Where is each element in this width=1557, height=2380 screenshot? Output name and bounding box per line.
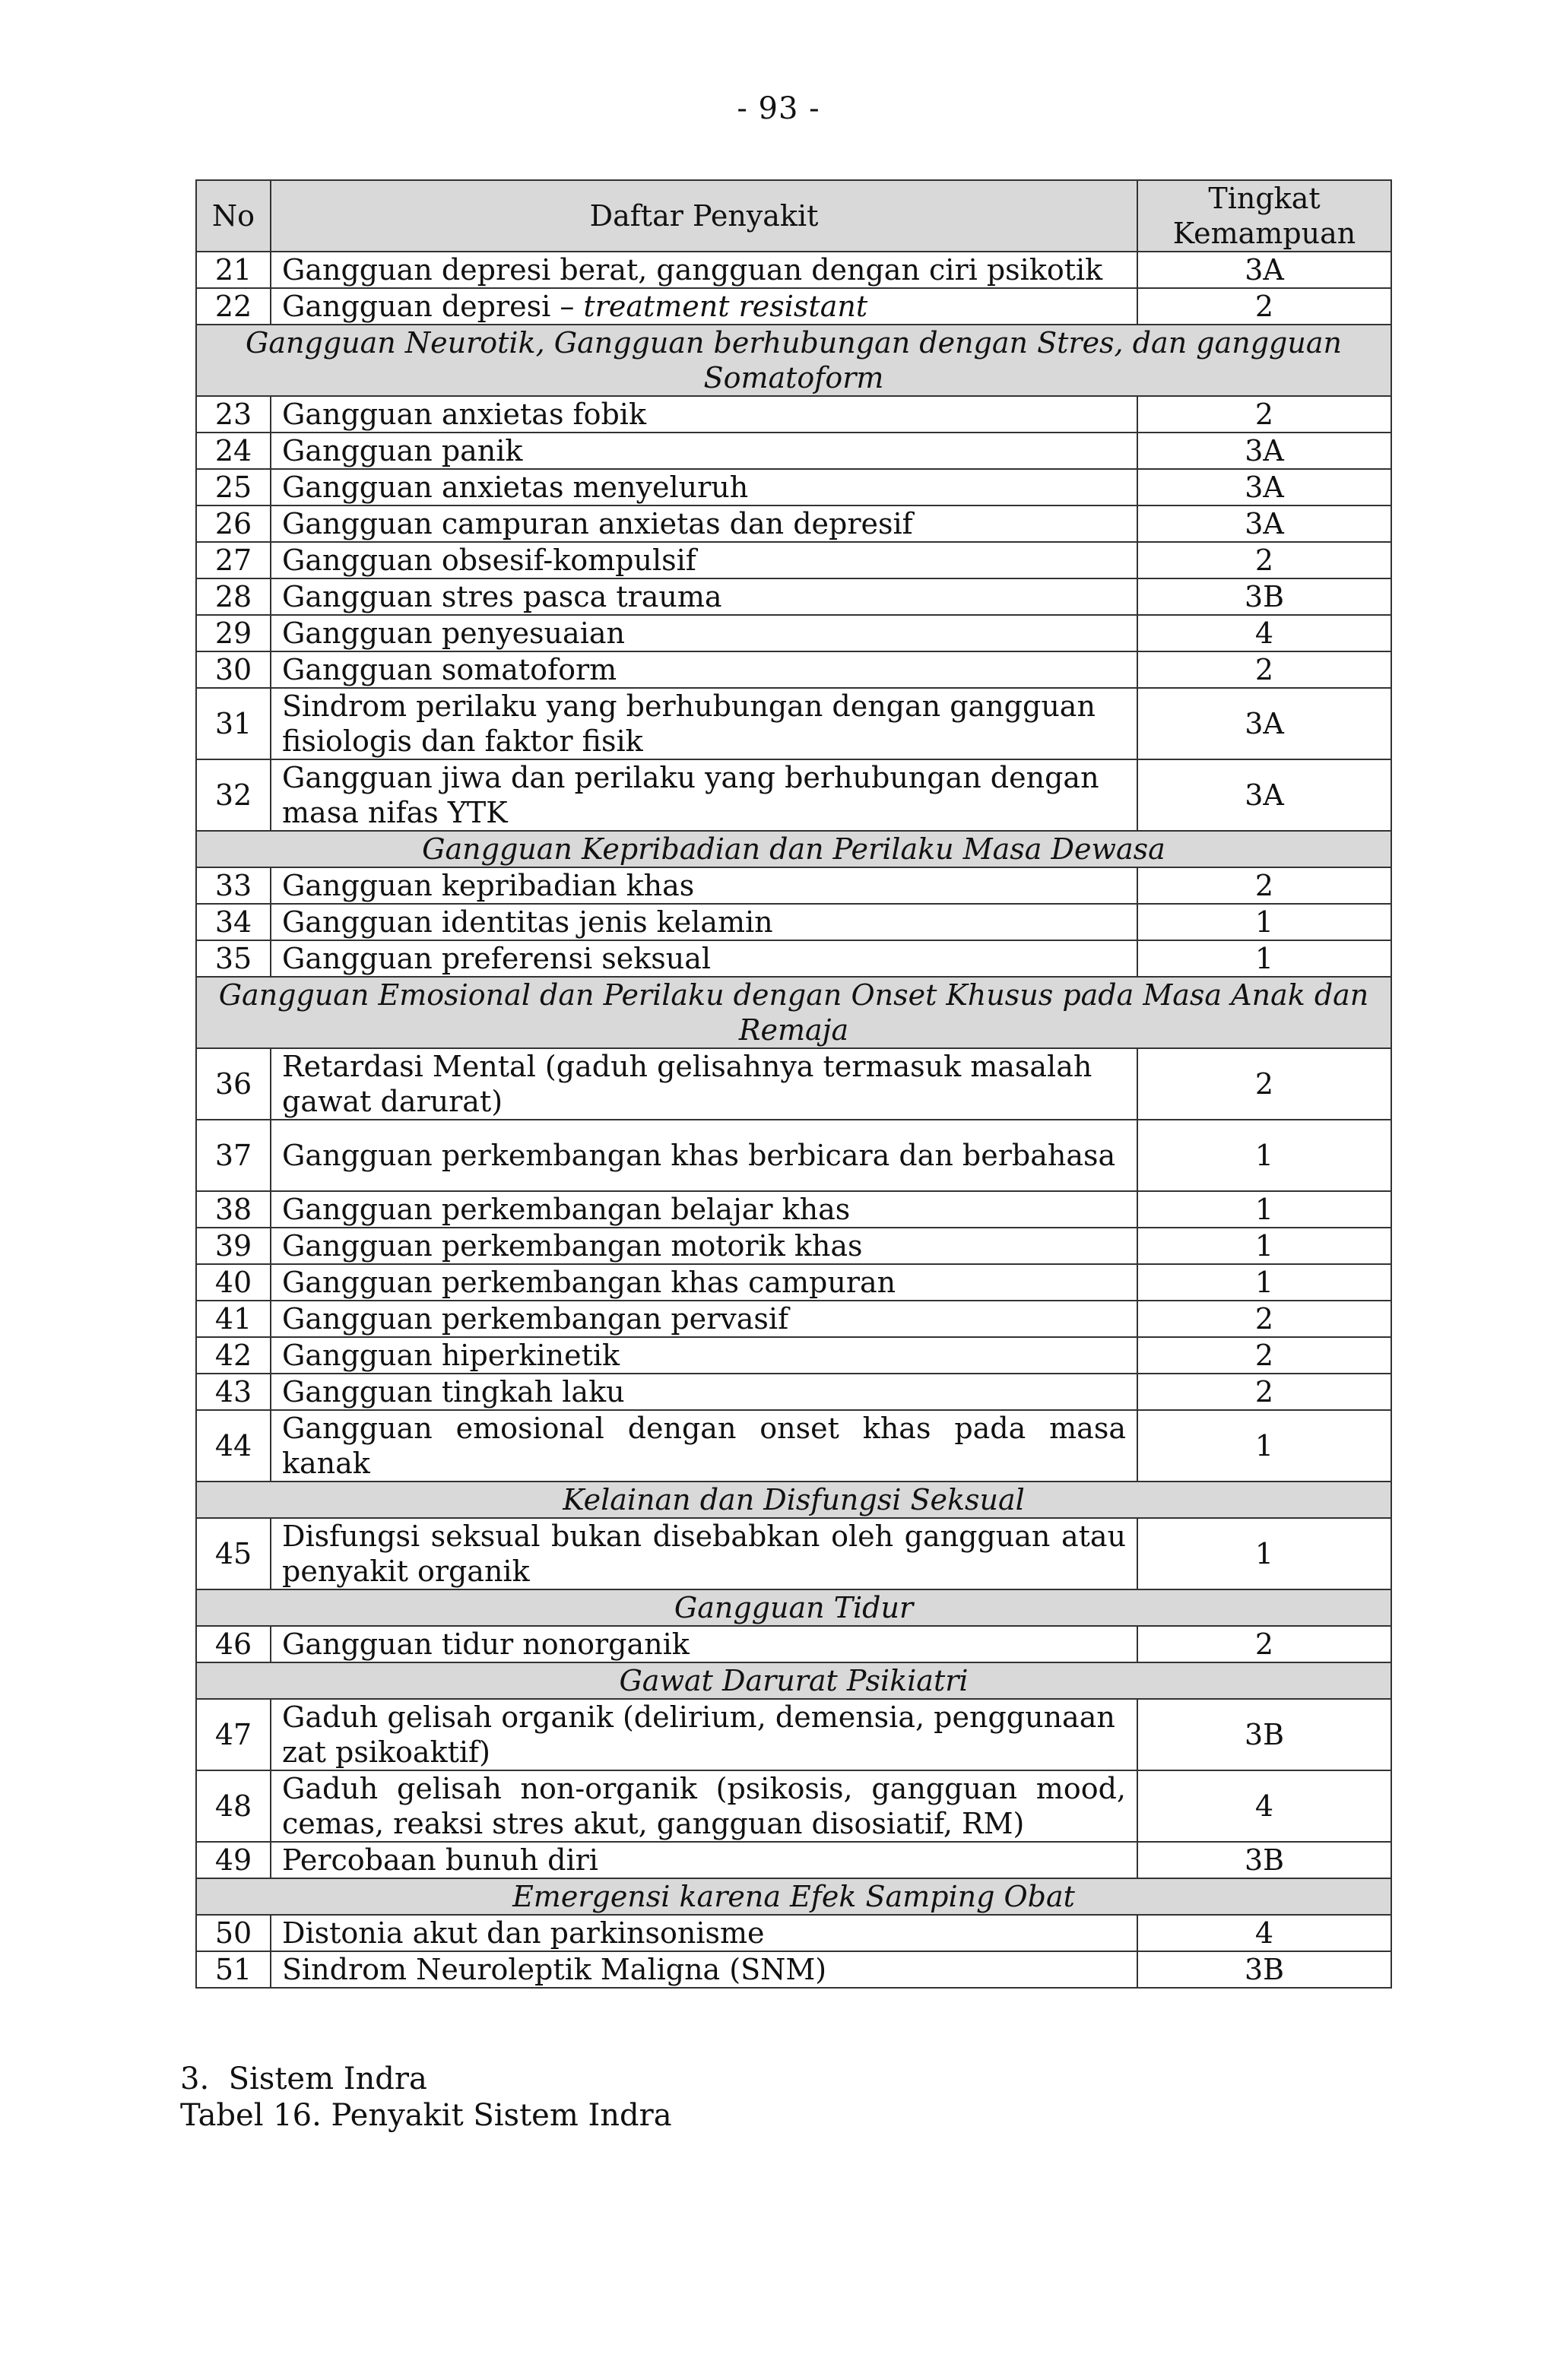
disease-name xyxy=(271,433,1137,469)
row-number: 33 xyxy=(196,867,271,904)
section-title: Emergensi karena Efek Samping Obat xyxy=(196,1878,1391,1915)
row-number: 26 xyxy=(196,505,271,542)
section-row xyxy=(196,1482,1391,1518)
table-row xyxy=(196,1191,1391,1228)
competency-level: 2 xyxy=(1137,396,1391,433)
disease-name-text: Gangguan hiperkinetik xyxy=(282,1339,620,1372)
table-row xyxy=(196,1374,1391,1410)
row-number: 43 xyxy=(196,1374,271,1410)
table-row xyxy=(196,615,1391,651)
disease-name xyxy=(271,1301,1137,1337)
header-level: Tingkat Kemampuan xyxy=(1137,180,1391,252)
competency-level: 1 xyxy=(1137,940,1391,977)
section-row xyxy=(196,1878,1391,1915)
row-number: 30 xyxy=(196,651,271,688)
disease-name xyxy=(271,1264,1137,1301)
section-row xyxy=(196,325,1391,396)
table-row xyxy=(196,1301,1391,1337)
competency-level: 1 xyxy=(1137,1191,1391,1228)
disease-name-text: Gangguan depresi – xyxy=(282,290,584,323)
disease-name-text: Gaduh gelisah organik (delirium, demensia, penggunaan zat psikoaktif) xyxy=(282,1700,1115,1769)
disease-name-text: Gangguan stres pasca trauma xyxy=(282,580,722,613)
disease-name-text: Retardasi Mental (gaduh gelisahnya termasuk masalah gawat darurat) xyxy=(282,1050,1092,1118)
disease-name-text: Gangguan tidur nonorganik xyxy=(282,1627,690,1661)
competency-level: 1 xyxy=(1137,904,1391,940)
competency-level: 1 xyxy=(1137,1228,1391,1264)
competency-level: 2 xyxy=(1137,1301,1391,1337)
table-row xyxy=(196,1337,1391,1374)
section-title: Gangguan Neurotik, Gangguan berhubungan dengan Stres, dan gangguan Somatoform xyxy=(196,325,1391,396)
disease-name-text: Gangguan emosional dengan onset khas pada masa kanak xyxy=(282,1412,1126,1480)
disease-name xyxy=(271,1120,1137,1191)
row-number: 40 xyxy=(196,1264,271,1301)
competency-level: 3A xyxy=(1137,759,1391,831)
disease-name xyxy=(271,578,1137,615)
table-header-row xyxy=(196,180,1391,252)
row-number: 25 xyxy=(196,469,271,505)
table-body xyxy=(196,252,1391,1988)
table-row xyxy=(196,469,1391,505)
competency-level: 2 xyxy=(1137,867,1391,904)
disease-name-text: Gangguan perkembangan khas berbicara dan berbahasa xyxy=(282,1139,1116,1172)
disease-name-italic: treatment resistant xyxy=(583,290,868,323)
disease-name xyxy=(271,867,1137,904)
disease-name-text: Gangguan perkembangan pervasif xyxy=(282,1302,789,1336)
page-number: - 93 - xyxy=(737,91,820,126)
disease-name xyxy=(271,1626,1137,1662)
competency-level: 1 xyxy=(1137,1518,1391,1589)
disease-name-text: Gangguan jiwa dan perilaku yang berhubungan dengan masa nifas YTK xyxy=(282,761,1099,829)
disease-name-text: Distonia akut dan parkinsonisme xyxy=(282,1916,765,1950)
disease-name xyxy=(271,1842,1137,1878)
section-title: Kelainan dan Disfungsi Seksual xyxy=(196,1482,1391,1518)
table-row xyxy=(196,688,1391,759)
disease-name-text: Disfungsi seksual bukan disebabkan oleh gangguan atau penyakit organik xyxy=(282,1520,1126,1588)
table-row xyxy=(196,1410,1391,1482)
competency-level: 3A xyxy=(1137,505,1391,542)
table-row xyxy=(196,1951,1391,1988)
competency-level: 4 xyxy=(1137,615,1391,651)
competency-level: 3A xyxy=(1137,252,1391,288)
section-title: Gangguan Emosional dan Perilaku dengan Onset Khusus pada Masa Anak dan Remaja xyxy=(196,977,1391,1048)
competency-level: 3B xyxy=(1137,1951,1391,1988)
section-heading: 3. Sistem Indra xyxy=(180,2062,427,2096)
disease-name xyxy=(271,1915,1137,1951)
row-number: 34 xyxy=(196,904,271,940)
disease-name-text: Gangguan somatoform xyxy=(282,653,617,686)
disease-name-text: Gangguan preferensi seksual xyxy=(282,942,712,975)
competency-level: 3A xyxy=(1137,688,1391,759)
row-number: 22 xyxy=(196,288,271,325)
row-number: 46 xyxy=(196,1626,271,1662)
table-row xyxy=(196,1842,1391,1878)
table-row xyxy=(196,904,1391,940)
disease-name xyxy=(271,252,1137,288)
disease-name xyxy=(271,651,1137,688)
disease-name xyxy=(271,469,1137,505)
disease-name xyxy=(271,542,1137,578)
row-number: 50 xyxy=(196,1915,271,1951)
row-number: 48 xyxy=(196,1770,271,1842)
disease-name xyxy=(271,1048,1137,1120)
disease-name-text: Gangguan perkembangan motorik khas xyxy=(282,1229,863,1263)
table-row xyxy=(196,1048,1391,1120)
disease-name-text: Gangguan campuran anxietas dan depresif xyxy=(282,507,913,540)
competency-level: 3A xyxy=(1137,433,1391,469)
table-row xyxy=(196,505,1391,542)
competency-level: 1 xyxy=(1137,1264,1391,1301)
competency-level: 2 xyxy=(1137,1374,1391,1410)
disease-name-text: Gangguan penyesuaian xyxy=(282,616,625,650)
row-number: 47 xyxy=(196,1699,271,1770)
disease-name xyxy=(271,1374,1137,1410)
disease-name-text: Gangguan panik xyxy=(282,434,523,467)
disease-name-text: Sindrom Neuroleptik Maligna (SNM) xyxy=(282,1953,827,1986)
disease-name-text: Gangguan kepribadian khas xyxy=(282,869,695,902)
disease-name-text: Gangguan anxietas fobik xyxy=(282,398,646,431)
row-number: 31 xyxy=(196,688,271,759)
section-row xyxy=(196,1589,1391,1626)
competency-level: 3B xyxy=(1137,1699,1391,1770)
table-caption: Tabel 16. Penyakit Sistem Indra xyxy=(180,2098,672,2133)
disease-name xyxy=(271,1518,1137,1589)
row-number: 42 xyxy=(196,1337,271,1374)
table-row xyxy=(196,1120,1391,1191)
disease-name xyxy=(271,940,1137,977)
disease-name-text: Gangguan anxietas menyeluruh xyxy=(282,471,749,504)
row-number: 41 xyxy=(196,1301,271,1337)
table-row xyxy=(196,651,1391,688)
table-row xyxy=(196,1626,1391,1662)
table-row xyxy=(196,1915,1391,1951)
row-number: 32 xyxy=(196,759,271,831)
table-row xyxy=(196,1518,1391,1589)
competency-level: 2 xyxy=(1137,1048,1391,1120)
competency-level: 1 xyxy=(1137,1410,1391,1482)
row-number: 44 xyxy=(196,1410,271,1482)
disease-name-text: Gangguan perkembangan khas campuran xyxy=(282,1266,896,1299)
row-number: 35 xyxy=(196,940,271,977)
table-row xyxy=(196,1699,1391,1770)
disease-name xyxy=(271,1410,1137,1482)
competency-level: 3B xyxy=(1137,578,1391,615)
disease-name xyxy=(271,1191,1137,1228)
table-row xyxy=(196,578,1391,615)
competency-level: 2 xyxy=(1137,542,1391,578)
disease-name-text: Gangguan depresi berat, gangguan dengan ciri psikotik xyxy=(282,253,1103,287)
section-row xyxy=(196,831,1391,867)
competency-level: 2 xyxy=(1137,651,1391,688)
row-number: 45 xyxy=(196,1518,271,1589)
disease-name xyxy=(271,688,1137,759)
disease-name xyxy=(271,615,1137,651)
competency-level: 3B xyxy=(1137,1842,1391,1878)
section-title: Gawat Darurat Psikiatri xyxy=(196,1662,1391,1699)
section-title: Gangguan Kepribadian dan Perilaku Masa Dewasa xyxy=(196,831,1391,867)
disease-name xyxy=(271,904,1137,940)
row-number: 29 xyxy=(196,615,271,651)
competency-level: 3A xyxy=(1137,469,1391,505)
header-disease-list: Daftar Penyakit xyxy=(271,180,1137,252)
disease-name-text: Sindrom perilaku yang berhubungan dengan gangguan fisiologis dan faktor fisik xyxy=(282,689,1096,758)
competency-level: 1 xyxy=(1137,1120,1391,1191)
table-row xyxy=(196,867,1391,904)
table-row xyxy=(196,940,1391,977)
table-row xyxy=(196,288,1391,325)
row-number: 36 xyxy=(196,1048,271,1120)
table-row xyxy=(196,1264,1391,1301)
disease-name xyxy=(271,505,1137,542)
row-number: 27 xyxy=(196,542,271,578)
competency-level: 4 xyxy=(1137,1915,1391,1951)
disease-name xyxy=(271,1770,1137,1842)
disease-name-text: Percobaan bunuh diri xyxy=(282,1843,598,1877)
competency-level: 2 xyxy=(1137,1337,1391,1374)
row-number: 38 xyxy=(196,1191,271,1228)
disease-name-text: Gangguan obsesif-kompulsif xyxy=(282,544,696,577)
competency-level: 4 xyxy=(1137,1770,1391,1842)
section-title: Gangguan Tidur xyxy=(196,1589,1391,1626)
competency-level: 2 xyxy=(1137,288,1391,325)
table-row xyxy=(196,1228,1391,1264)
table-row xyxy=(196,252,1391,288)
competency-level: 2 xyxy=(1137,1626,1391,1662)
table-row xyxy=(196,542,1391,578)
disease-name-text: Gangguan identitas jenis kelamin xyxy=(282,905,773,939)
row-number: 21 xyxy=(196,252,271,288)
disease-name-text: Gangguan tingkah laku xyxy=(282,1375,625,1409)
section-row xyxy=(196,1662,1391,1699)
header-no: No xyxy=(196,180,271,252)
disease-table xyxy=(195,179,1392,1989)
row-number: 49 xyxy=(196,1842,271,1878)
row-number: 24 xyxy=(196,433,271,469)
disease-name xyxy=(271,759,1137,831)
row-number: 37 xyxy=(196,1120,271,1191)
table-row xyxy=(196,1770,1391,1842)
row-number: 51 xyxy=(196,1951,271,1988)
section-row xyxy=(196,977,1391,1048)
table-row xyxy=(196,433,1391,469)
disease-name xyxy=(271,396,1137,433)
disease-name-text: Gaduh gelisah non-organik (psikosis, gangguan mood, cemas, reaksi stres akut, gangguan disosiatif, RM) xyxy=(282,1772,1126,1840)
disease-name-text: Gangguan perkembangan belajar khas xyxy=(282,1193,851,1226)
table-row xyxy=(196,396,1391,433)
row-number: 39 xyxy=(196,1228,271,1264)
row-number: 28 xyxy=(196,578,271,615)
disease-name xyxy=(271,1337,1137,1374)
disease-name xyxy=(271,1699,1137,1770)
table-row xyxy=(196,759,1391,831)
row-number: 23 xyxy=(196,396,271,433)
disease-name xyxy=(271,1951,1137,1988)
disease-name xyxy=(271,288,1137,325)
disease-name xyxy=(271,1228,1137,1264)
